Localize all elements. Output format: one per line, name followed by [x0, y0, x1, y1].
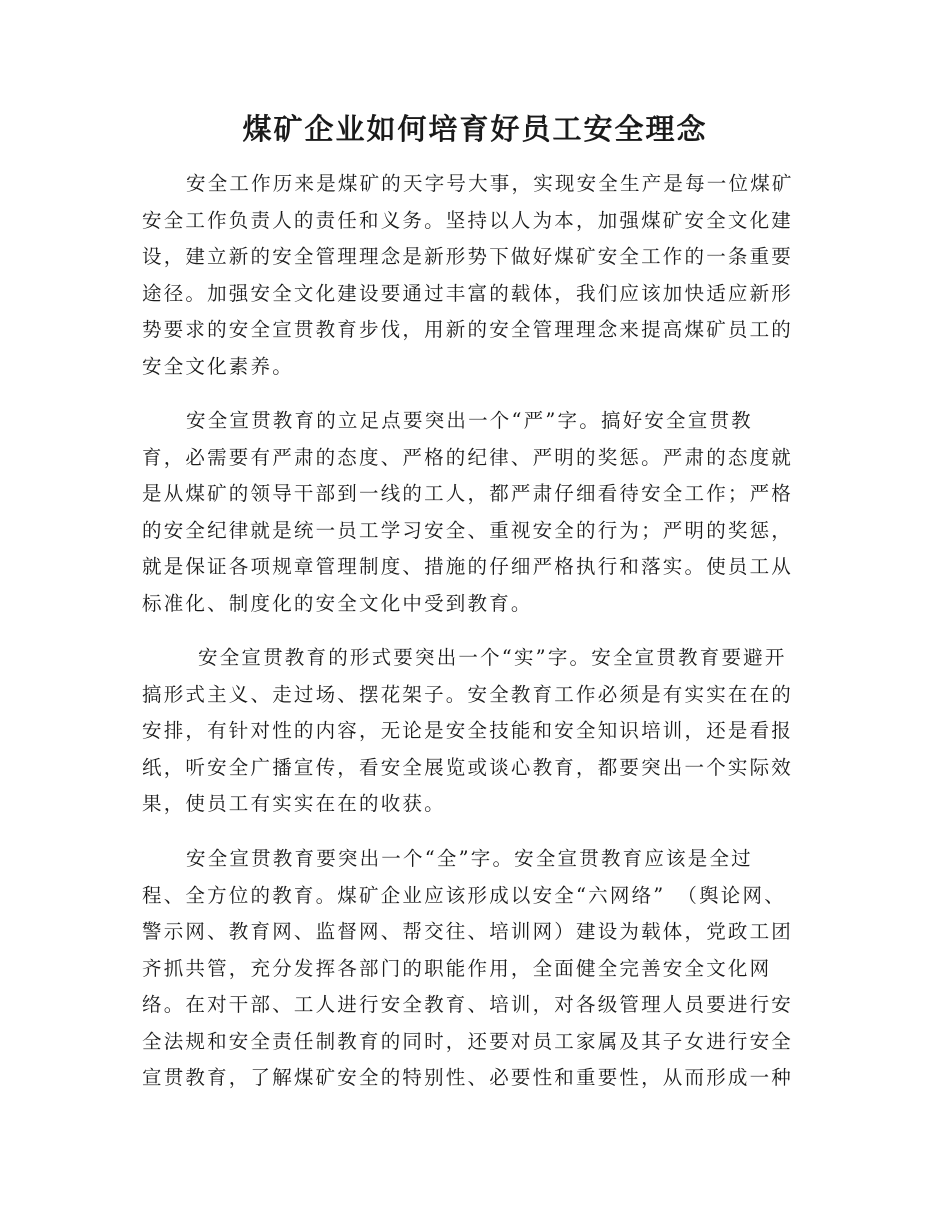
paragraph-line: 安全宣贯教育的形式要突出一个“实”字。安全宣贯教育要避开	[198, 646, 787, 669]
paragraph-line: 安全宣贯教育的立足点要突出一个“严”字。搞好安全宣贯教	[186, 409, 753, 432]
paragraph-line: 搞形式主义、走过场、摆花架子。安全教育工作必须是有实实在在的	[142, 682, 794, 706]
paragraph-line: 齐抓共管，充分发挥各部门的职能作用，全面健全完善安全文化网	[142, 956, 772, 980]
paragraph-line: 标准化、制度化的安全文化中受到教育。	[142, 591, 533, 615]
paragraph-line: 安排，有针对性的内容，无论是安全技能和安全知识培训，还是看报	[142, 719, 794, 742]
paragraph-line: 全法规和安全责任制教育的同时，还要对员工家属及其子女进行安全	[142, 1029, 794, 1053]
paragraph-line: 宣贯教育，了解煤矿安全的特别性、必要性和重要性，从而形成一种	[142, 1066, 794, 1089]
paragraph-line: 就是保证各项规章管理制度、措施的仔细严格执行和落实。使员工从	[142, 555, 794, 578]
paragraph-2	[142, 403, 802, 622]
paragraph-line: 是从煤矿的领导干部到一线的工人，都严肃仔细看待安全工作；严格	[142, 482, 794, 505]
paragraph-line: 的安全纪律就是统一员工学习安全、重视安全的行为；严明的奖惩，	[142, 518, 794, 542]
paragraph-line: 安全文化素养。	[142, 354, 294, 378]
paragraph-line: 育，必需要有严肃的态度、严格的纪律、严明的奖惩。严肃的态度就	[142, 445, 794, 469]
paragraph-3	[142, 640, 802, 823]
paragraph-line: 途径。加强安全文化建设要通过丰富的载体，我们应该加快适应新形	[142, 281, 794, 305]
paragraph-line: 程、全方位的教育。煤矿企业应该形成以安全“六网络” （舆论网、	[142, 883, 786, 907]
paragraph-line: 果，使员工有实实在在的收获。	[142, 792, 446, 815]
paragraph-line: 安全工作历来是煤矿的天字号大事，实现安全生产是每一位煤矿	[186, 172, 794, 195]
paragraph-1	[142, 166, 802, 385]
document-title: 煤矿企业如何培育好员工安全理念	[242, 112, 708, 146]
paragraph-line: 警示网、教育网、监督网、帮交往、培训网）建设为载体，党政工团	[142, 920, 794, 943]
paragraph-line: 纸，听安全广播宣传，看安全展览或谈心教育，都要突出一个实际效	[142, 755, 794, 779]
paragraph-line: 安全工作负责人的责任和义务。坚持以人为本，加强煤矿安全文化建	[142, 208, 794, 232]
paragraph-line: 络。在对干部、工人进行安全教育、培训，对各级管理人员要进行安	[142, 993, 794, 1016]
paragraph-line: 安全宣贯教育要突出一个“全”字。安全宣贯教育应该是全过	[186, 847, 753, 870]
paragraph-4	[142, 841, 802, 1097]
paragraph-line: 势要求的安全宣贯教育步伐，用新的安全管理理念来提高煤矿员工的	[142, 318, 794, 341]
paragraph-line: 设，建立新的安全管理理念是新形势下做好煤矿安全工作的一条重要	[142, 245, 794, 268]
